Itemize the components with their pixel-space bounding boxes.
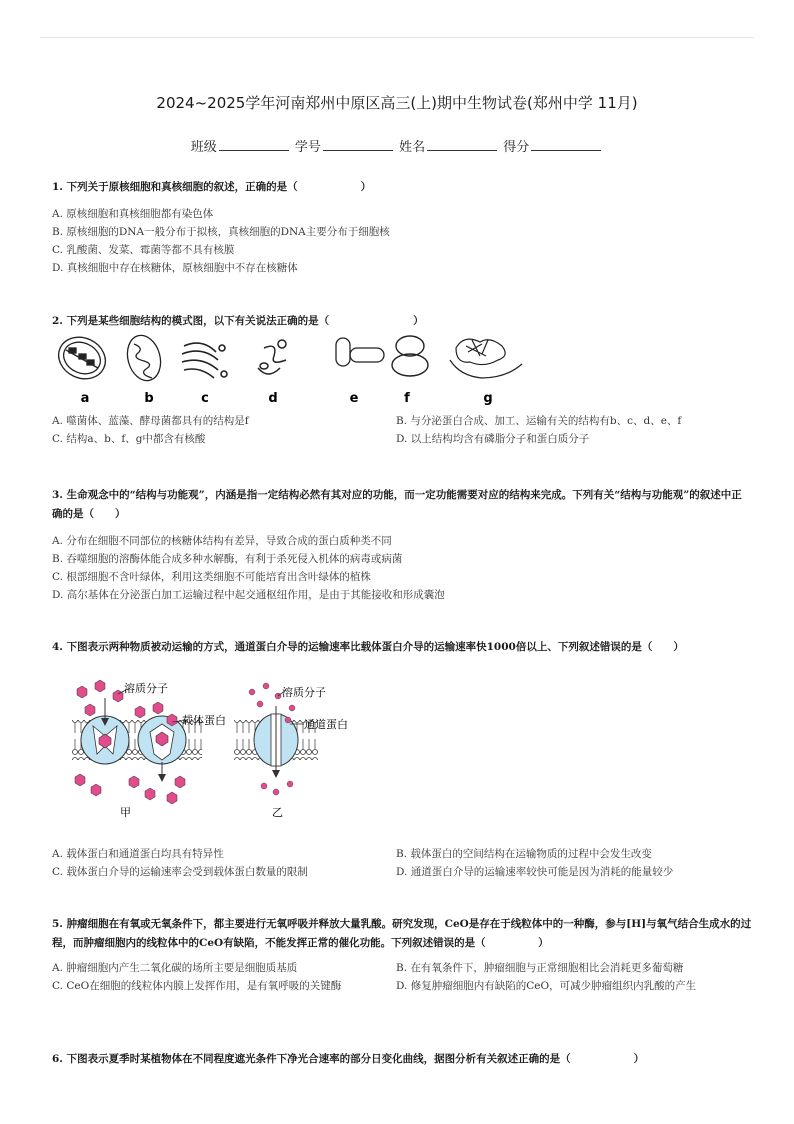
- option-d: D. 以上结构均含有磷脂分子和蛋白质分子: [396, 433, 590, 445]
- label-e: e: [349, 391, 359, 406]
- score-blank: [531, 138, 601, 151]
- label-g: g: [483, 391, 493, 406]
- name-blank: [427, 138, 497, 151]
- structure-e-centriole: [336, 338, 384, 366]
- page-top-rule: [40, 37, 754, 38]
- label-d: d: [268, 391, 278, 406]
- label-b: b: [144, 391, 154, 406]
- label-channel: 通道蛋白: [304, 718, 348, 731]
- class-blank: [219, 138, 289, 151]
- question-stem: 2. 下列是某些细胞结构的模式图，以下有关说法正确的是（ ）: [52, 315, 424, 327]
- option-d: D. 高尔基体在分泌蛋白加工运输过程中起交通枢纽作用，是由于其能接收和形成囊泡: [52, 589, 445, 601]
- option-c: C. 结构a、b、f、g中都含有核酸: [52, 433, 206, 445]
- label-solute-left: 溶质分子: [124, 682, 168, 695]
- question-4: [52, 638, 752, 657]
- channel-protein: [254, 706, 298, 778]
- option-a: A. 载体蛋白和通道蛋白均具有特异性: [52, 848, 224, 860]
- carrier-protein-2: [138, 716, 186, 764]
- label-jia: 甲: [120, 806, 131, 819]
- structure-a-chloroplast: [52, 330, 112, 386]
- question-6: [52, 1050, 752, 1069]
- class-label: 班级: [190, 140, 217, 155]
- structure-b-mitochondrion: [123, 332, 166, 385]
- transport-diagram: [60, 676, 360, 826]
- label-f: f: [404, 391, 410, 406]
- label-a: a: [80, 391, 90, 406]
- option-b: B. 载体蛋白的空间结构在运输物质的过程中会发生改变: [396, 848, 652, 860]
- label-solute-right: 溶质分子: [282, 686, 326, 699]
- option-b: B. 吞噬细胞的溶酶体能合成多种水解酶，有利于杀死侵入机体的病毒或病菌: [52, 553, 403, 565]
- label-c: c: [201, 391, 209, 406]
- question-3: [52, 486, 752, 604]
- question-2: [52, 312, 752, 331]
- student-info-row: [0, 136, 794, 155]
- option-c: C. 乳酸菌、发菜、霉菌等都不具有核膜: [52, 244, 235, 256]
- question-stem: 6. 下图表示夏季时某植物体在不同程度遮光条件下净光合速率的部分日变化曲线，据图分析有关叙述正确的是（ ）: [52, 1053, 645, 1065]
- option-a: A. 原核细胞和真核细胞都有染色体: [52, 208, 214, 220]
- score-label: 得分: [503, 140, 530, 155]
- name-label: 姓名: [399, 140, 426, 155]
- option-d: D. 通道蛋白介导的运输速率较快可能是因为消耗的能量较少: [396, 866, 674, 878]
- option-c: C. CeO在细胞的线粒体内膜上发挥作用，是有氧呼吸的关键酶: [52, 980, 342, 992]
- question-stem: 1. 下列关于原核细胞和真核细胞的叙述，正确的是（ ）: [52, 181, 372, 193]
- label-carrier: 载体蛋白: [182, 714, 226, 727]
- question-stem: 5. 肿瘤细胞在有氧或无氧条件下，都主要进行无氧呼吸并释放大量乳酸。研究发现，CeO是存在于线粒体中的一种酶，参与[H]与氧气结合生成水的过程，而肿瘤细胞内的线粒体中的CeO有缺陷，不能发挥正常的催化功能。下列叙述错误的是（ ）: [52, 918, 752, 949]
- option-d: D. 真核细胞中存在核糖体，原核细胞中不存在核糖体: [52, 262, 298, 274]
- page-title: 2024~2025学年河南郑州中原区高三(上)期中生物试卷(郑州中学 11月): [156, 94, 638, 112]
- option-c: C. 载体蛋白介导的运输速率会受到载体蛋白数量的限制: [52, 866, 308, 878]
- question-1: [52, 178, 752, 277]
- option-a: A. 分布在细胞不同部位的核糖体结构有差异，导致合成的蛋白质种类不同: [52, 535, 392, 547]
- question-2-options: [52, 412, 752, 448]
- structure-c-golgi: [182, 343, 227, 378]
- structure-f-ribosome: [392, 336, 428, 376]
- cell-structures-diagram: [52, 330, 532, 408]
- option-a: A. 肿瘤细胞内产生二氧化碳的场所主要是细胞质基质: [52, 962, 298, 974]
- id-label: 学号: [294, 140, 321, 155]
- option-b: B. 在有氧条件下，肿瘤细胞与正常细胞相比会消耗更多葡萄糖: [396, 962, 684, 974]
- option-a: A. 噬菌体、蓝藻、酵母菌都具有的结构是f: [52, 415, 249, 427]
- option-b: B. 与分泌蛋白合成、加工、运输有关的结构有b、c、d、e、f: [396, 415, 682, 427]
- question-5: [52, 915, 752, 995]
- structure-d-er: [258, 340, 286, 374]
- question-stem: 4. 下图表示两种物质被动运输的方式，通道蛋白介导的运输速率比载体蛋白介导的运输速率快1000倍以上、下列叙述错误的是（ ）: [52, 641, 684, 653]
- question-stem: 3. 生命观念中的“结构与功能观”，内涵是指一定结构必然有其对应的功能，而一定功能需要对应的结构来完成。下列有关“结构与功能观”的叙述中正确的是（ ）: [52, 489, 742, 520]
- question-4-options: [52, 845, 752, 881]
- question-5-options: [52, 959, 752, 995]
- structure-g-nucleus: [450, 339, 522, 378]
- option-c: C. 根部细胞不含叶绿体，利用这类细胞不可能培育出含叶绿体的植株: [52, 571, 371, 583]
- label-yi: 乙: [272, 806, 283, 819]
- option-d: D. 修复肿瘤细胞内有缺陷的CeO，可减少肿瘤组织内乳酸的产生: [396, 980, 697, 992]
- option-b: B. 原核细胞的DNA一般分布于拟核，真核细胞的DNA主要分布于细胞核: [52, 226, 390, 238]
- id-blank: [323, 138, 393, 151]
